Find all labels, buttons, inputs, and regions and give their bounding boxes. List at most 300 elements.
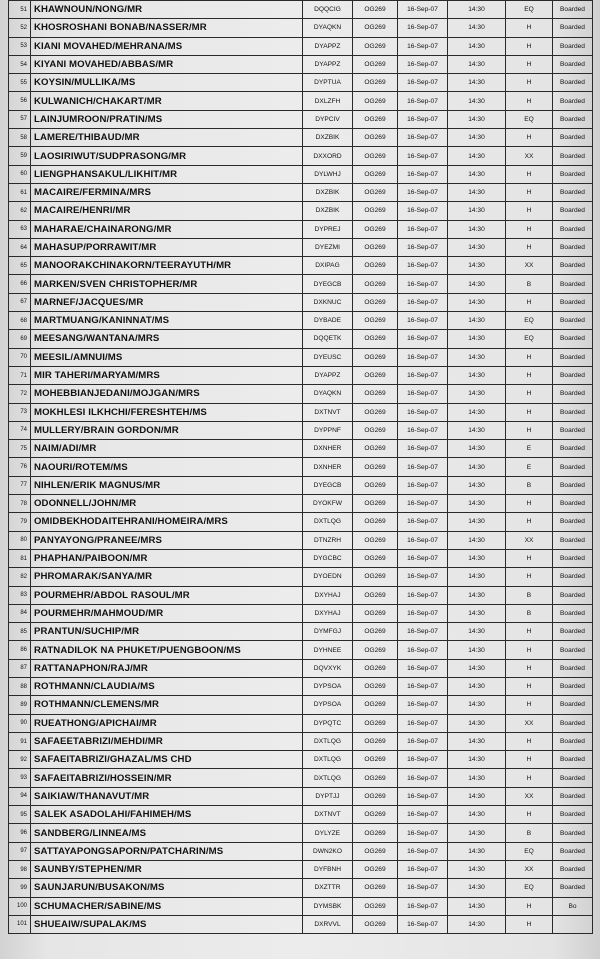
boarding-status: Boarded	[553, 440, 593, 458]
row-number: 77	[9, 476, 31, 494]
flight-date: 16-Sep-07	[398, 421, 448, 439]
flight-date: 16-Sep-07	[398, 293, 448, 311]
fare-class: H	[506, 568, 553, 586]
passenger-name: MARTMUANG/KANINNAT/MS	[31, 312, 303, 330]
flight-date: 16-Sep-07	[398, 110, 448, 128]
row-number: 61	[9, 183, 31, 201]
row-number: 93	[9, 769, 31, 787]
booking-code: DXZBIK	[303, 202, 353, 220]
departure-time: 14:30	[448, 860, 506, 878]
departure-time: 14:30	[448, 275, 506, 293]
table-row	[9, 623, 593, 641]
departure-time: 14:30	[448, 19, 506, 37]
flight-date: 16-Sep-07	[398, 513, 448, 531]
flight-date: 16-Sep-07	[398, 458, 448, 476]
departure-time: 14:30	[448, 806, 506, 824]
boarding-status: Boarded	[553, 824, 593, 842]
fare-class: B	[506, 275, 553, 293]
row-number: 79	[9, 513, 31, 531]
table-row	[9, 238, 593, 256]
row-number: 70	[9, 348, 31, 366]
boarding-status	[553, 915, 593, 933]
flight-number: OG269	[353, 257, 398, 275]
flight-number: OG269	[353, 860, 398, 878]
fare-class: H	[506, 751, 553, 769]
row-number: 89	[9, 696, 31, 714]
departure-time: 14:30	[448, 293, 506, 311]
booking-code: DYPTJJ	[303, 787, 353, 805]
table-row	[9, 275, 593, 293]
boarding-status: Boarded	[553, 641, 593, 659]
passenger-name: KHOSROSHANI BONAB/NASSER/MR	[31, 19, 303, 37]
table-row	[9, 659, 593, 677]
departure-time: 14:30	[448, 549, 506, 567]
booking-code: DYMSBK	[303, 897, 353, 915]
flight-date: 16-Sep-07	[398, 19, 448, 37]
boarding-status: Boarded	[553, 403, 593, 421]
flight-date: 16-Sep-07	[398, 549, 448, 567]
table-row	[9, 440, 593, 458]
departure-time: 14:30	[448, 220, 506, 238]
flight-number: OG269	[353, 476, 398, 494]
flight-date: 16-Sep-07	[398, 531, 448, 549]
table-row	[9, 842, 593, 860]
fare-class: H	[506, 348, 553, 366]
fare-class: XX	[506, 860, 553, 878]
booking-code: DXTNVT	[303, 403, 353, 421]
flight-date: 16-Sep-07	[398, 623, 448, 641]
departure-time: 14:30	[448, 421, 506, 439]
fare-class: XX	[506, 147, 553, 165]
row-number: 65	[9, 257, 31, 275]
row-number: 87	[9, 659, 31, 677]
table-row	[9, 476, 593, 494]
row-number: 63	[9, 220, 31, 238]
flight-number: OG269	[353, 19, 398, 37]
row-number: 80	[9, 531, 31, 549]
booking-code: DYPREJ	[303, 220, 353, 238]
flight-number: OG269	[353, 714, 398, 732]
row-number: 66	[9, 275, 31, 293]
flight-number: OG269	[353, 238, 398, 256]
table-row	[9, 806, 593, 824]
row-number: 71	[9, 366, 31, 384]
flight-number: OG269	[353, 37, 398, 55]
boarding-status: Boarded	[553, 860, 593, 878]
booking-code: DXTLQG	[303, 751, 353, 769]
passenger-name: POURMEHR/MAHMOUD/MR	[31, 604, 303, 622]
boarding-status: Boarded	[553, 330, 593, 348]
boarding-status: Boarded	[553, 92, 593, 110]
table-row	[9, 641, 593, 659]
row-number: 58	[9, 129, 31, 147]
passenger-name: ROTHMANN/CLEMENS/MR	[31, 696, 303, 714]
booking-code: DXTNVT	[303, 806, 353, 824]
row-number: 85	[9, 623, 31, 641]
booking-code: DXZBIK	[303, 129, 353, 147]
departure-time: 14:30	[448, 696, 506, 714]
row-number: 62	[9, 202, 31, 220]
boarding-status: Boarded	[553, 110, 593, 128]
departure-time: 14:30	[448, 74, 506, 92]
boarding-status: Boarded	[553, 732, 593, 750]
booking-code: DXTLQG	[303, 769, 353, 787]
flight-number: OG269	[353, 586, 398, 604]
boarding-status: Boarded	[553, 879, 593, 897]
departure-time: 14:30	[448, 769, 506, 787]
passenger-name: MAHARAE/CHAINARONG/MR	[31, 220, 303, 238]
boarding-status: Boarded	[553, 37, 593, 55]
flight-number: OG269	[353, 897, 398, 915]
passenger-name: KIANI MOVAHED/MEHRANA/MS	[31, 37, 303, 55]
flight-date: 16-Sep-07	[398, 220, 448, 238]
flight-date: 16-Sep-07	[398, 568, 448, 586]
fare-class: XX	[506, 531, 553, 549]
table-row	[9, 312, 593, 330]
table-row	[9, 787, 593, 805]
table-row	[9, 824, 593, 842]
flight-number: OG269	[353, 604, 398, 622]
booking-code: DWN2KO	[303, 842, 353, 860]
fare-class: H	[506, 732, 553, 750]
passenger-name: PHAPHAN/PAIBOON/MR	[31, 549, 303, 567]
boarding-status: Boarded	[553, 604, 593, 622]
row-number: 67	[9, 293, 31, 311]
fare-class: H	[506, 19, 553, 37]
row-number: 83	[9, 586, 31, 604]
departure-time: 14:30	[448, 476, 506, 494]
booking-code: DYGCBC	[303, 549, 353, 567]
flight-number: OG269	[353, 165, 398, 183]
table-row	[9, 696, 593, 714]
row-number: 90	[9, 714, 31, 732]
departure-time: 14:30	[448, 897, 506, 915]
passenger-name: OMIDBEKHODAITEHRANI/HOMEIRA/MRS	[31, 513, 303, 531]
flight-date: 16-Sep-07	[398, 74, 448, 92]
fare-class: H	[506, 220, 553, 238]
flight-number: OG269	[353, 74, 398, 92]
departure-time: 14:30	[448, 915, 506, 933]
boarding-status: Boarded	[553, 55, 593, 73]
flight-date: 16-Sep-07	[398, 751, 448, 769]
booking-code: DYOKFW	[303, 495, 353, 513]
flight-number: OG269	[353, 147, 398, 165]
fare-class: H	[506, 677, 553, 695]
departure-time: 14:30	[448, 751, 506, 769]
departure-time: 14:30	[448, 714, 506, 732]
departure-time: 14:30	[448, 403, 506, 421]
table-row	[9, 293, 593, 311]
fare-class: H	[506, 696, 553, 714]
flight-number: OG269	[353, 202, 398, 220]
passenger-name: MAHASUP/PORRAWIT/MR	[31, 238, 303, 256]
booking-code: DYAPPZ	[303, 37, 353, 55]
passenger-name: SAFAEITABRIZI/HOSSEIN/MR	[31, 769, 303, 787]
booking-code: DYMFGJ	[303, 623, 353, 641]
departure-time: 14:30	[448, 440, 506, 458]
departure-time: 14:30	[448, 531, 506, 549]
table-row	[9, 531, 593, 549]
departure-time: 14:30	[448, 623, 506, 641]
booking-code: DXKNUC	[303, 293, 353, 311]
booking-code: DXXORD	[303, 147, 353, 165]
flight-number: OG269	[353, 769, 398, 787]
boarding-status: Boarded	[553, 495, 593, 513]
table-row	[9, 495, 593, 513]
flight-date: 16-Sep-07	[398, 806, 448, 824]
flight-number: OG269	[353, 495, 398, 513]
flight-date: 16-Sep-07	[398, 787, 448, 805]
fare-class: H	[506, 55, 553, 73]
table-row	[9, 769, 593, 787]
row-number: 76	[9, 458, 31, 476]
flight-number: OG269	[353, 183, 398, 201]
fare-class: H	[506, 513, 553, 531]
fare-class: H	[506, 403, 553, 421]
flight-date: 16-Sep-07	[398, 55, 448, 73]
passenger-name: MARNEF/JACQUES/MR	[31, 293, 303, 311]
boarding-status: Boarded	[553, 1, 593, 19]
row-number: 82	[9, 568, 31, 586]
table-row	[9, 915, 593, 933]
boarding-status: Boarded	[553, 696, 593, 714]
boarding-status: Bo	[553, 897, 593, 915]
booking-code: DXYHAJ	[303, 604, 353, 622]
passenger-name: ODONNELL/JOHN/MR	[31, 495, 303, 513]
flight-date: 16-Sep-07	[398, 385, 448, 403]
booking-code: DYHNEE	[303, 641, 353, 659]
fare-class: B	[506, 476, 553, 494]
flight-number: OG269	[353, 312, 398, 330]
table-row	[9, 129, 593, 147]
passenger-name: SAFAEITABRIZI/GHAZAL/MS CHD	[31, 751, 303, 769]
row-number: 60	[9, 165, 31, 183]
flight-number: OG269	[353, 806, 398, 824]
passenger-name: LIENGPHANSAKUL/LIKHIT/MR	[31, 165, 303, 183]
passenger-name: KIYANI MOVAHED/ABBAS/MR	[31, 55, 303, 73]
fare-class: H	[506, 238, 553, 256]
flight-date: 16-Sep-07	[398, 147, 448, 165]
table-row	[9, 55, 593, 73]
departure-time: 14:30	[448, 568, 506, 586]
passenger-name: MEESIL/AMNUI/MS	[31, 348, 303, 366]
boarding-status: Boarded	[553, 842, 593, 860]
boarding-status: Boarded	[553, 147, 593, 165]
fare-class: H	[506, 37, 553, 55]
boarding-status: Boarded	[553, 385, 593, 403]
passenger-name: NIHLEN/ERIK MAGNUS/MR	[31, 476, 303, 494]
row-number: 68	[9, 312, 31, 330]
booking-code: DYAPPZ	[303, 55, 353, 73]
table-row	[9, 677, 593, 695]
flight-number: OG269	[353, 403, 398, 421]
fare-class: H	[506, 915, 553, 933]
flight-number: OG269	[353, 879, 398, 897]
fare-class: H	[506, 623, 553, 641]
flight-number: OG269	[353, 787, 398, 805]
flight-date: 16-Sep-07	[398, 696, 448, 714]
booking-code: DYAQKN	[303, 19, 353, 37]
departure-time: 14:30	[448, 659, 506, 677]
departure-time: 14:30	[448, 202, 506, 220]
table-row	[9, 348, 593, 366]
passenger-name: SAUNJARUN/BUSAKON/MS	[31, 879, 303, 897]
table-row	[9, 586, 593, 604]
departure-time: 14:30	[448, 348, 506, 366]
booking-code: DYEGCB	[303, 275, 353, 293]
boarding-status: Boarded	[553, 623, 593, 641]
boarding-status: Boarded	[553, 714, 593, 732]
boarding-status: Boarded	[553, 165, 593, 183]
boarding-status: Boarded	[553, 312, 593, 330]
passenger-name: PANYAYONG/PRANEE/MRS	[31, 531, 303, 549]
flight-date: 16-Sep-07	[398, 257, 448, 275]
fare-class: H	[506, 806, 553, 824]
flight-number: OG269	[353, 92, 398, 110]
row-number: 99	[9, 879, 31, 897]
table-row	[9, 366, 593, 384]
row-number: 59	[9, 147, 31, 165]
departure-time: 14:30	[448, 824, 506, 842]
booking-code: DYLYZE	[303, 824, 353, 842]
row-number: 84	[9, 604, 31, 622]
table-row	[9, 385, 593, 403]
flight-date: 16-Sep-07	[398, 677, 448, 695]
fare-class: EQ	[506, 110, 553, 128]
flight-date: 16-Sep-07	[398, 165, 448, 183]
fare-class: B	[506, 586, 553, 604]
departure-time: 14:30	[448, 257, 506, 275]
booking-code: DYPPNF	[303, 421, 353, 439]
table-row	[9, 513, 593, 531]
booking-code: DXNHER	[303, 440, 353, 458]
row-number: 52	[9, 19, 31, 37]
flight-date: 16-Sep-07	[398, 897, 448, 915]
departure-time: 14:30	[448, 586, 506, 604]
flight-number: OG269	[353, 513, 398, 531]
passenger-name: KOYSIN/MULLIKA/MS	[31, 74, 303, 92]
booking-code: DXTLQG	[303, 513, 353, 531]
fare-class: H	[506, 165, 553, 183]
fare-class: EQ	[506, 330, 553, 348]
departure-time: 14:30	[448, 110, 506, 128]
table-row	[9, 1, 593, 19]
fare-class: XX	[506, 714, 553, 732]
table-row	[9, 421, 593, 439]
boarding-status: Boarded	[553, 74, 593, 92]
flight-number: OG269	[353, 659, 398, 677]
fare-class: H	[506, 659, 553, 677]
fare-class: EQ	[506, 1, 553, 19]
fare-class: H	[506, 495, 553, 513]
passenger-name: SHUEAIW/SUPALAK/MS	[31, 915, 303, 933]
row-number: 64	[9, 238, 31, 256]
passenger-name: LAMERE/THIBAUD/MR	[31, 129, 303, 147]
row-number: 98	[9, 860, 31, 878]
table-row	[9, 147, 593, 165]
fare-class: H	[506, 385, 553, 403]
row-number: 72	[9, 385, 31, 403]
departure-time: 14:30	[448, 183, 506, 201]
flight-date: 16-Sep-07	[398, 1, 448, 19]
booking-code: DXZBIK	[303, 183, 353, 201]
flight-number: OG269	[353, 677, 398, 695]
passenger-name: SATTAYAPONGSAPORN/PATCHARIN/MS	[31, 842, 303, 860]
flight-date: 16-Sep-07	[398, 403, 448, 421]
flight-number: OG269	[353, 440, 398, 458]
table-row	[9, 860, 593, 878]
passenger-name: MULLERY/BRAIN GORDON/MR	[31, 421, 303, 439]
table-row	[9, 897, 593, 915]
flight-number: OG269	[353, 348, 398, 366]
booking-code: DYBADE	[303, 312, 353, 330]
flight-date: 16-Sep-07	[398, 275, 448, 293]
flight-number: OG269	[353, 385, 398, 403]
row-number: 56	[9, 92, 31, 110]
fare-class: H	[506, 421, 553, 439]
flight-date: 16-Sep-07	[398, 769, 448, 787]
flight-number: OG269	[353, 751, 398, 769]
table-row	[9, 220, 593, 238]
boarding-status: Boarded	[553, 586, 593, 604]
table-row	[9, 74, 593, 92]
booking-code: DQQETK	[303, 330, 353, 348]
flight-date: 16-Sep-07	[398, 641, 448, 659]
passenger-name: POURMEHR/ABDOL RASOUL/MR	[31, 586, 303, 604]
table-row	[9, 403, 593, 421]
table-row	[9, 202, 593, 220]
boarding-status: Boarded	[553, 531, 593, 549]
fare-class: H	[506, 549, 553, 567]
flight-number: OG269	[353, 696, 398, 714]
flight-number: OG269	[353, 1, 398, 19]
passenger-name: RUEATHONG/APICHAI/MR	[31, 714, 303, 732]
boarding-status: Boarded	[553, 348, 593, 366]
passenger-name: SCHUMACHER/SABINE/MS	[31, 897, 303, 915]
fare-class: XX	[506, 787, 553, 805]
passenger-name: PRANTUN/SUCHIP/MR	[31, 623, 303, 641]
flight-date: 16-Sep-07	[398, 714, 448, 732]
flight-date: 16-Sep-07	[398, 202, 448, 220]
departure-time: 14:30	[448, 312, 506, 330]
booking-code: DQVXYK	[303, 659, 353, 677]
passenger-name: KULWANICH/CHAKART/MR	[31, 92, 303, 110]
passenger-name: NAOURI/ROTEM/MS	[31, 458, 303, 476]
row-number: 101	[9, 915, 31, 933]
fare-class: EQ	[506, 312, 553, 330]
fare-class: H	[506, 641, 553, 659]
boarding-status: Boarded	[553, 202, 593, 220]
booking-code: DXTLQG	[303, 732, 353, 750]
boarding-status: Boarded	[553, 513, 593, 531]
boarding-status: Boarded	[553, 238, 593, 256]
table-row	[9, 92, 593, 110]
flight-date: 16-Sep-07	[398, 824, 448, 842]
booking-code: DYFBNH	[303, 860, 353, 878]
booking-code: DYEZMI	[303, 238, 353, 256]
boarding-status: Boarded	[553, 751, 593, 769]
passenger-table	[8, 0, 593, 934]
fare-class: H	[506, 92, 553, 110]
table-row	[9, 879, 593, 897]
passenger-name: MANOORAKCHINAKORN/TEERAYUTH/MR	[31, 257, 303, 275]
table-row	[9, 549, 593, 567]
table-row	[9, 458, 593, 476]
flight-number: OG269	[353, 824, 398, 842]
flight-number: OG269	[353, 732, 398, 750]
flight-number: OG269	[353, 293, 398, 311]
boarding-status: Boarded	[553, 458, 593, 476]
